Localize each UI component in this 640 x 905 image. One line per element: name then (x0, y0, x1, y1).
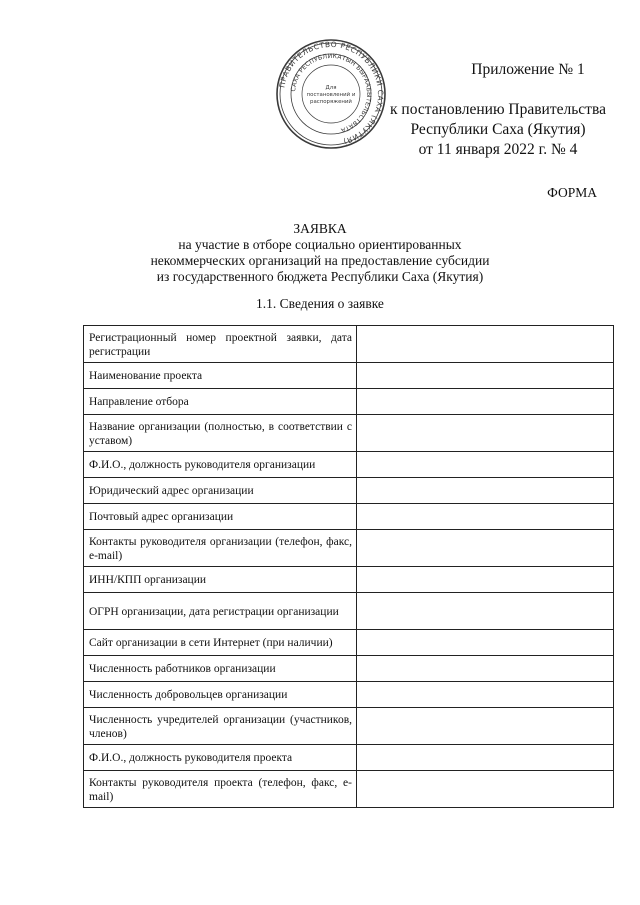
field-value[interactable] (357, 771, 614, 808)
field-label: Регистрационный номер проектной заявки, дата регистрации (84, 326, 357, 363)
stamp-outer-text: ПРАВИТЕЛЬСТВО РЕСПУБЛИКИ САХА (ЯКУТИЯ) (277, 39, 386, 147)
table-row (84, 682, 614, 708)
field-value[interactable] (357, 389, 614, 415)
field-value[interactable] (357, 593, 614, 630)
stamp-center-line-3: распоряжений (310, 99, 352, 105)
field-value[interactable] (357, 567, 614, 593)
field-label: Контакты руководителя проекта (телефон, факс, e-mail) (84, 771, 357, 808)
field-label: Ф.И.О., должность руководителя организации (84, 452, 357, 478)
field-value[interactable] (357, 745, 614, 771)
appendix-date: от 11 января 2022 г. № 4 (418, 141, 578, 158)
field-label: Сайт организации в сети Интернет (при наличии) (84, 630, 357, 656)
field-value[interactable] (357, 363, 614, 389)
field-label: ИНН/КПП организации (84, 567, 357, 593)
title-line-4: из государственного бюджета Республики Саха (Якутия) (156, 269, 484, 284)
table-row (84, 389, 614, 415)
stamp-inner-text: САХА РЕСПУБЛИКАТЫН БЫРААБЫТЕЛЬСТВАТА (290, 52, 373, 134)
table-row (84, 415, 614, 452)
official-seal-stamp (275, 38, 387, 150)
table-row (84, 745, 614, 771)
title-line-1: ЗАЯВКА (293, 221, 347, 236)
field-label: Контакты руководителя организации (телефон, факс, e-mail) (84, 530, 357, 567)
table-row (84, 771, 614, 808)
field-value[interactable] (357, 530, 614, 567)
field-value[interactable] (357, 452, 614, 478)
table-row (84, 326, 614, 363)
field-label: Численность работников организации (84, 656, 357, 682)
field-label: Численность учредителей организации (участников, членов) (84, 708, 357, 745)
table-row (84, 630, 614, 656)
table-row (84, 708, 614, 745)
field-label: Направление отбора (84, 389, 357, 415)
table-row (84, 504, 614, 530)
appendix-header (380, 60, 616, 160)
application-title (80, 221, 560, 285)
table-row (84, 656, 614, 682)
field-label: Почтовый адрес организации (84, 504, 357, 530)
form-label: ФОРМА (547, 185, 597, 200)
section-title: 1.1. Сведения о заявке (256, 296, 384, 311)
appendix-republic: Республики Саха (Якутия) (410, 121, 586, 138)
appendix-number: Приложение № 1 (471, 61, 585, 78)
table-row (84, 530, 614, 567)
title-line-3: некоммерческих организаций на предоставление субсидии (150, 253, 490, 268)
table-row (84, 363, 614, 389)
appendix-reference: к постановлению Правительства (390, 101, 606, 118)
stamp-center-line-1: Для (325, 85, 337, 91)
table-row (84, 567, 614, 593)
field-value[interactable] (357, 656, 614, 682)
field-label: Наименование проекта (84, 363, 357, 389)
field-label: Название организации (полностью, в соответствии с уставом) (84, 415, 357, 452)
field-label: ОГРН организации, дата регистрации организации (84, 593, 357, 630)
stamp-center-line-2: постановлений и (306, 92, 356, 98)
application-info-table (83, 325, 614, 808)
field-value[interactable] (357, 504, 614, 530)
table-row (84, 593, 614, 630)
table-row (84, 478, 614, 504)
field-label: Ф.И.О., должность руководителя проекта (84, 745, 357, 771)
field-label: Юридический адрес организации (84, 478, 357, 504)
title-line-2: на участие в отборе социально ориентированных (178, 237, 462, 252)
field-value[interactable] (357, 326, 614, 363)
field-label: Численность добровольцев организации (84, 682, 357, 708)
field-value[interactable] (357, 708, 614, 745)
field-value[interactable] (357, 630, 614, 656)
table-row (84, 452, 614, 478)
field-value[interactable] (357, 682, 614, 708)
field-value[interactable] (357, 415, 614, 452)
field-value[interactable] (357, 478, 614, 504)
